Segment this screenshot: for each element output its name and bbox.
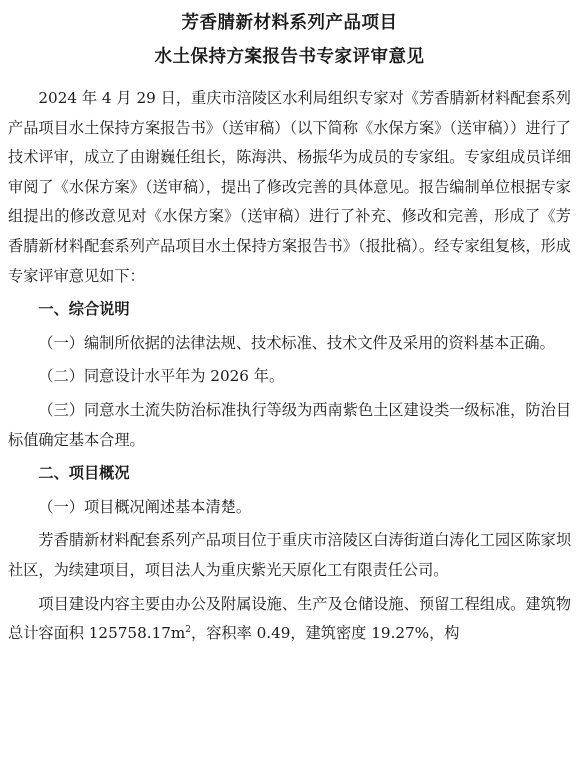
document-title-line1: 芳香腈新材料系列产品项目 [181, 13, 398, 33]
area-unit-superscript: 2 [185, 625, 192, 636]
section2-heading: 二、项目概况 [38, 464, 130, 483]
document-title-line2: 水土保持方案报告书专家评审意见 [154, 47, 425, 67]
intro-paragraph: 2024 年 4 月 29 日，重庆市涪陵区水利局组织专家对《芳香腈新材料配套系列产品项目水土保持方案报告书》（送审稿）（以下简称《水保方案》（送审稿））进行了技术评审，成立了由谢巍任组长，陈海洪、杨振华为成员的专家组。专家组成员详细审阅了《水保方案》（送审稿），提出了修改完善的具体意见。报告编制单位根据专家组提出的修改意见对《水保方案》（送审稿）进行了补充、修改和完善，形成了《芳香腈新材料配套系列产品项目水土保持方案报告书》（报批稿）。经专家组复核，形成专家评审意见如下： [8, 89, 571, 285]
section1-item2: （二）同意设计水平年为 2026 年。 [38, 367, 285, 386]
section1-item3: （三）同意水土流失防治标准执行等级为西南紫色土区建设类一级标准，防治目标值确定基本合理。 [8, 400, 571, 449]
section2-paragraph2 [4, 590, 575, 649]
section2-paragraph2-part-a: 项目建设内容主要由办公及附属设施、生产及仓储设施、预留工程组成。建筑物总计容面积 125758.17m [8, 594, 571, 643]
section2-paragraph2-part-b: ，容积率 0.49，建筑密度 19.27%，构 [191, 624, 460, 643]
section2-paragraph1: 芳香腈新材料配套系列产品项目位于重庆市涪陵区白涛街道白涛化工园区陈家坝社区，为续建项目，项目法人为重庆紫光天原化工有限责任公司。 [8, 531, 571, 579]
section2-item1: （一）项目概况阐述基本清楚。 [38, 497, 252, 516]
section1-item1: （一）编制所依据的法律法规、技术标准、技术文件及采用的资料基本正确。 [38, 333, 555, 352]
section1-heading: 一、综合说明 [38, 300, 130, 319]
